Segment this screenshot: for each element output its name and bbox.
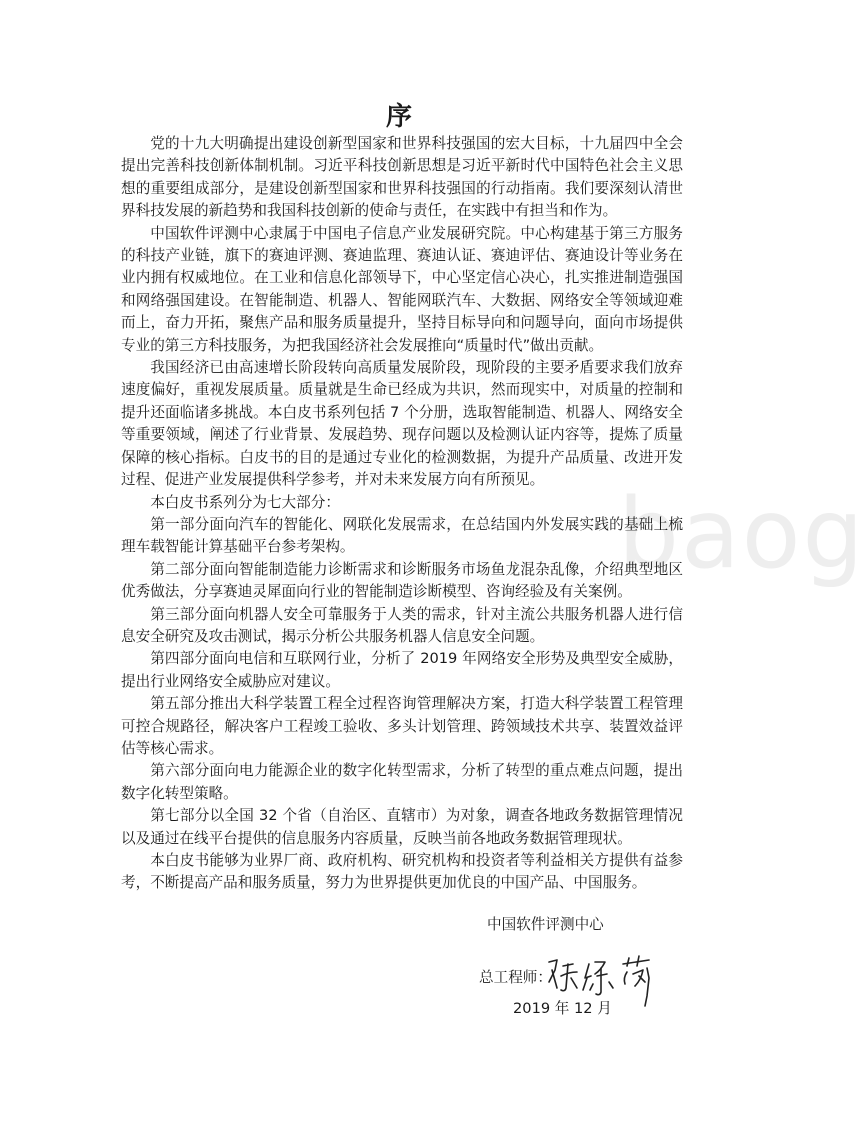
watermark: baog <box>618 478 865 590</box>
paragraph: 党的十九大明确提出建设创新型国家和世界科技强国的宏大目标，十九届四中全会提出完善科技创新体制机制。习近平科技创新思想是习近平新时代中国特色社会主义思想的重要组成部分，是建设创新型国家和世界科技强国的行动指南。我们要深刻认清世界科技发展的新趋势和我国科技创新的使命与责任，在实践中有担当和作为。 <box>121 135 683 220</box>
paragraph: 第二部分面向智能制造能力诊断需求和诊断服务市场鱼龙混杂乱像，介绍典型地区优秀做法，分享赛迪灵犀面向行业的智能制造诊断模型、咨询经验及有关案例。 <box>121 560 683 601</box>
paragraph: 第七部分以全国 32 个省（自治区、直辖市）为对象，调查各地政务数据管理情况以及通过在线平台提供的信息服务内容质量，反映当前各地政务数据管理现状。 <box>121 807 683 847</box>
signature-label: 总工程师： <box>479 969 552 986</box>
paragraph: 本白皮书能够为业界厂商、政府机构、研究机构和投资者等利益相关方提供有益参考，不断提高产品和服务质量，努力为世界提供更加优良的中国产品、中国服务。 <box>121 852 683 892</box>
paragraph: 本白皮书系列分为七大部分： <box>150 493 340 511</box>
paragraph: 第五部分推出大科学装置工程全过程咨询管理解决方案，打造大科学装置工程管理可控合规路径，解决客户工程竣工验收、多头计划管理、跨领域技术共享、装置效益评估等核心需求。 <box>121 695 683 757</box>
paragraph: 第一部分面向汽车的智能化、网联化发展需求，在总结国内外发展实践的基础上梳理车载智能计算基础平台参考架构。 <box>121 515 683 556</box>
paragraph: 第六部分面向电力能源企业的数字化转型需求，分析了转型的重点难点问题，提出数字化转型策略。 <box>121 762 683 802</box>
paragraph: 中国软件评测中心隶属于中国电子信息产业发展研究院。中心构建基于第三方服务的科技产业链，旗下的赛迪评测、赛迪监理、赛迪认证、赛迪评估、赛迪设计等业务在业内拥有权威地位。在工业和信息化部领导下，中心坚定信心决心，扎实推进制造强国和网络强国建设。在智能制造、机器人、智能网联汽车、大数据、网络安全等领域迎难而上，奋力开拓，聚焦产品和服务质量提升，坚持目标导向和问题导向，面向市场提供专业的第三方科技服务，为把我国经济社会发展推向“质量时代”做出贡献。 <box>121 224 683 354</box>
page-title: 序 <box>385 102 414 132</box>
organization-name: 中国软件评测中心 <box>487 916 604 933</box>
paragraph: 第四部分面向电信和互联网行业，分析了 2019 年网络安全形势及典型安全威胁，提出行业网络安全威胁应对建议。 <box>121 650 683 690</box>
document-date: 2019 年 12 月 <box>513 1000 612 1017</box>
paragraph: 我国经济已由高速增长阶段转向高质量发展阶段，现阶段的主要矛盾要求我们放弃速度偏好，重视发展质量。质量就是生命已经成为共识，然而现实中，对质量的控制和提升还面临诸多挑战。本白皮书系列包括 7 个分册，选取智能制造、机器人、网络安全等重要领域，阐述了行业背景、发展趋势、现存问题以及检测认证内容等，提炼了质量保障的核心指标。白皮书的目的是通过专业化的检测数据，为提升产品质量、改进开发过程、促进产业发展提供科学参考，并对未来发展方向有所预见。 <box>121 359 683 489</box>
body-text <box>121 133 683 895</box>
paragraph: 第三部分面向机器人安全可靠服务于人类的需求，针对主流公共服务机器人进行信息安全研究及攻击测试，揭示分析公共服务机器人信息安全问题。 <box>121 605 683 645</box>
